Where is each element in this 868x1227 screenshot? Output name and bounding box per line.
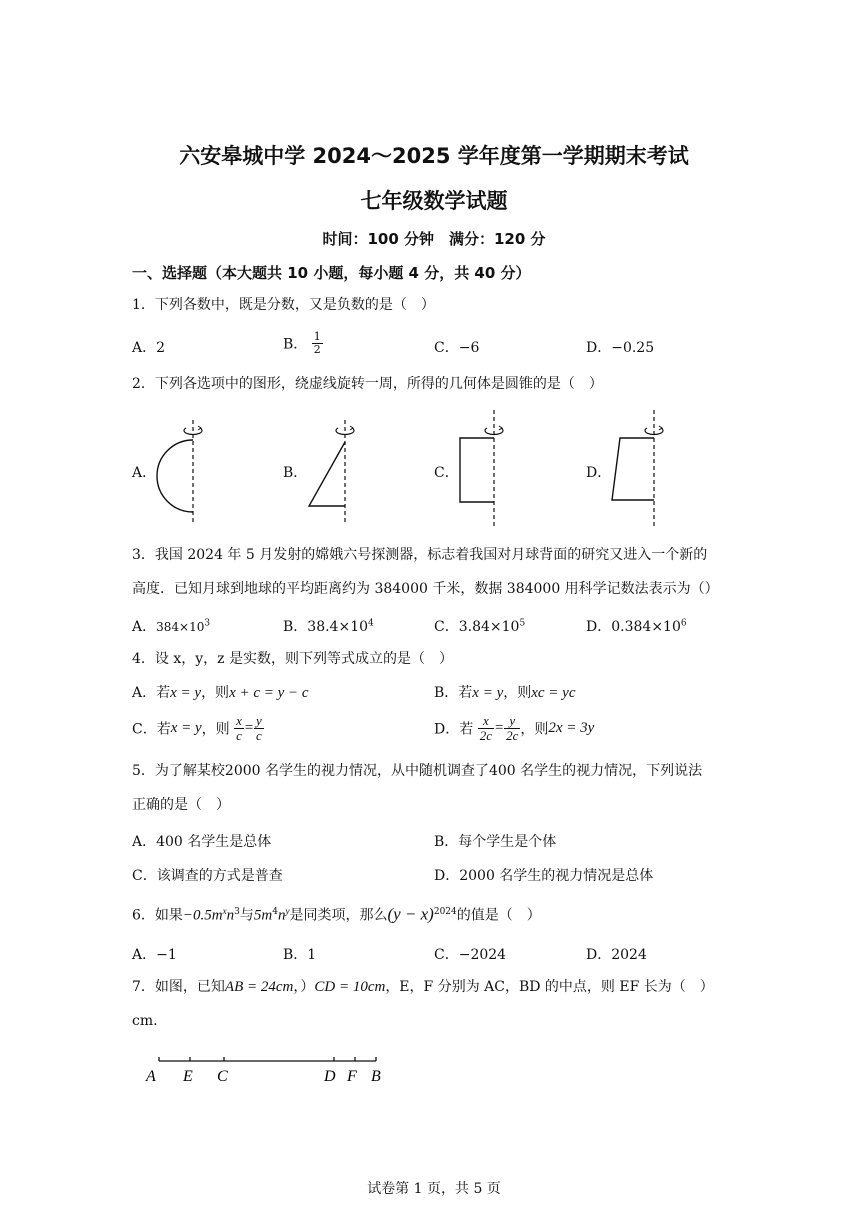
q2-option-a-label: A． [132, 465, 157, 481]
q5-stem-line1: 5．为了解某校2000 名学生的视力情况，从中随机调查了400 名学生的视力情况，下列说法 [132, 763, 703, 779]
q3-option-b-label: B． [283, 619, 308, 635]
q7-separator: ，） [293, 979, 315, 995]
q7-ab: AB = 24cm [224, 979, 294, 995]
q3-option-c-base: 3.84×10 [458, 619, 520, 635]
point-label-f: F [347, 1068, 357, 1085]
q5-option-c: C．该调查的方式是普查 [132, 868, 283, 884]
q4-option-c-then: ，则 [201, 721, 230, 738]
q6-term2: 5m [253, 907, 273, 924]
q4-option-c-fraction-left [234, 714, 244, 743]
q3-option-b-base: 38.4×10 [307, 619, 369, 635]
q6-term2-exp2: y [285, 906, 290, 916]
q4-option-b-label: B．若 [434, 685, 473, 701]
q4-option-a-result: x + c = y − c [229, 685, 309, 701]
q4-option-a-then: ，则 [201, 685, 230, 701]
point-label-c: C [217, 1068, 228, 1085]
q7-stem-prefix: 7．如图，已知 [132, 979, 225, 995]
q3-option-a-base: 384×10 [156, 620, 205, 634]
section-heading: 一、选择题（本大题共 10 小题，每小题 4 分，共 40 分） [132, 264, 531, 282]
q5-stem-line2: 正确的是（ ） [132, 797, 230, 813]
q6-term1: −0.5m [182, 907, 223, 924]
q4-option-d-then: ，则 [520, 721, 549, 738]
q4-option-b-condition: x = y [472, 685, 504, 701]
q3-option-c-label: C． [434, 619, 459, 635]
q6-term1-n: n [226, 907, 235, 924]
q7-cd: CD = 10cm [314, 979, 386, 995]
fraction-numerator: y [504, 714, 520, 729]
q6-stem-prefix: 6．如果 [132, 907, 183, 924]
q4-option-d-fraction-right [504, 714, 520, 743]
q3-option-a [132, 616, 210, 636]
q4-option-d-label: D．若 [434, 721, 474, 738]
q4-option-c-equals: = [243, 720, 255, 736]
q6-stem [132, 902, 541, 925]
q3-option-d [586, 616, 687, 636]
q6-expression: (y − x) [387, 904, 434, 924]
fraction-denominator: 2 [313, 343, 321, 356]
q3-option-b-exp: 4 [368, 618, 374, 629]
fraction-denominator: c [236, 728, 242, 743]
q6-term2-exp1: 4 [272, 907, 278, 917]
q4-option-a [132, 682, 309, 702]
point-label-a: A [146, 1068, 156, 1085]
q4-option-c-label: C．若 [132, 721, 171, 738]
q1-option-a: A．2 [132, 340, 166, 356]
q2-figure-d [606, 410, 668, 528]
q3-option-c-exp: 5 [519, 618, 526, 629]
q4-stem: 4．设 x，y，z 是实数，则下列等式成立的是（ ） [132, 651, 453, 667]
fraction-numerator: 1 [313, 330, 321, 343]
q4-option-c-fraction-right [254, 714, 264, 743]
q1-option-d: D．−0.25 [586, 340, 655, 356]
q4-option-c [132, 714, 264, 743]
q5-option-d: D．2000 名学生的视力情况是总体 [434, 868, 654, 884]
q3-option-d-base: 0.384×10 [611, 619, 681, 635]
q5-option-a: A．400 名学生是总体 [132, 834, 272, 850]
q1-option-b-label: B． [283, 336, 308, 353]
q6-term1-exp2: 3 [234, 907, 240, 917]
q6-stem-mid2: 是同类项，那么 [289, 907, 388, 924]
fraction-denominator: 2c [506, 728, 519, 743]
q6-option-a: A．−1 [132, 947, 177, 963]
q4-option-c-condition: x = y [170, 720, 202, 736]
q1-option-b [283, 331, 323, 356]
q4-option-d-equals: = [493, 720, 505, 736]
fraction-denominator: 2c [479, 728, 492, 743]
q2-figure-c [455, 410, 515, 528]
q6-option-b: B．1 [283, 947, 317, 963]
q3-option-d-exp: 6 [680, 618, 687, 629]
q4-option-a-label: A．若 [132, 685, 171, 701]
point-label-e: E [183, 1068, 193, 1085]
fraction-denominator: c [256, 728, 262, 743]
fraction-numerator: x [478, 714, 494, 729]
q3-option-a-exp: 3 [204, 618, 211, 629]
q1-option-b-fraction [312, 331, 323, 356]
q3-stem-line2: 高度．已知月球到地球的平均距离约为 384000 千米，数据 384000 用科学记数法表示为（） [132, 581, 719, 597]
fraction-numerator: x [236, 713, 242, 728]
q7-segment-figure [140, 1050, 390, 1090]
q3-option-d-label: D． [586, 619, 612, 635]
q6-term2-n: n [277, 907, 286, 924]
exam-info: 时间：100 分钟 满分：120 分 [322, 230, 546, 248]
q2-stem: 2．下列各选项中的图形，绕虚线旋转一周，所得的几何体是圆锥的是（ ） [132, 376, 603, 392]
q2-figure-a [150, 418, 210, 526]
point-label-d: D [324, 1068, 336, 1085]
q4-option-d-result: 2x = 3y [548, 720, 595, 736]
q2-option-c-label: C． [434, 465, 459, 481]
q6-expression-exp: 2024 [433, 907, 457, 917]
q6-term1-exp1: x [222, 906, 227, 916]
q1-option-c: C．−6 [434, 340, 480, 356]
q6-stem-tail: 的值是（ ） [456, 907, 541, 924]
q3-stem-line1: 3．我国 2024 年 5 月发射的嫦娥六号探测器，标志着我国对月球背面的研究又进入一个新的 [132, 547, 708, 563]
q5-option-b: B．每个学生是个体 [434, 834, 557, 850]
q3-option-b [283, 616, 374, 636]
q7-stem-post: ，E，F 分别为 AC，BD 的中点，则 EF 长为（ ） [385, 979, 714, 995]
exam-subtitle: 七年级数学试题 [360, 189, 508, 213]
q7-stem-line1 [132, 978, 714, 996]
q2-option-b-label: B． [283, 465, 308, 481]
q4-option-d [434, 714, 594, 743]
exam-title: 六安皋城中学 2024～2025 学年度第一学期期末考试 [179, 144, 689, 168]
q4-option-a-condition: x = y [170, 685, 202, 701]
q6-stem-mid: 与 [239, 907, 254, 924]
q6-option-c: C．−2024 [434, 947, 507, 963]
point-label-b: B [371, 1068, 381, 1085]
q1-stem: 1．下列各数中，既是分数，又是负数的是（ ） [132, 297, 435, 313]
fraction-numerator: y [256, 713, 262, 728]
q3-option-c [434, 616, 525, 636]
q6-option-d: D．2024 [586, 947, 647, 963]
q4-option-b-then: ，则 [503, 685, 532, 701]
q2-figure-b [303, 418, 363, 526]
q4-option-b-result: xc = yc [531, 685, 576, 701]
q7-stem-line2: cm. [132, 1013, 158, 1029]
page-footer: 试卷第 1 页，共 5 页 [367, 1181, 501, 1197]
q4-option-b [434, 682, 576, 702]
q2-option-d-label: D． [586, 465, 612, 481]
q3-option-a-label: A． [132, 619, 157, 635]
q4-option-d-fraction-left [478, 714, 494, 743]
